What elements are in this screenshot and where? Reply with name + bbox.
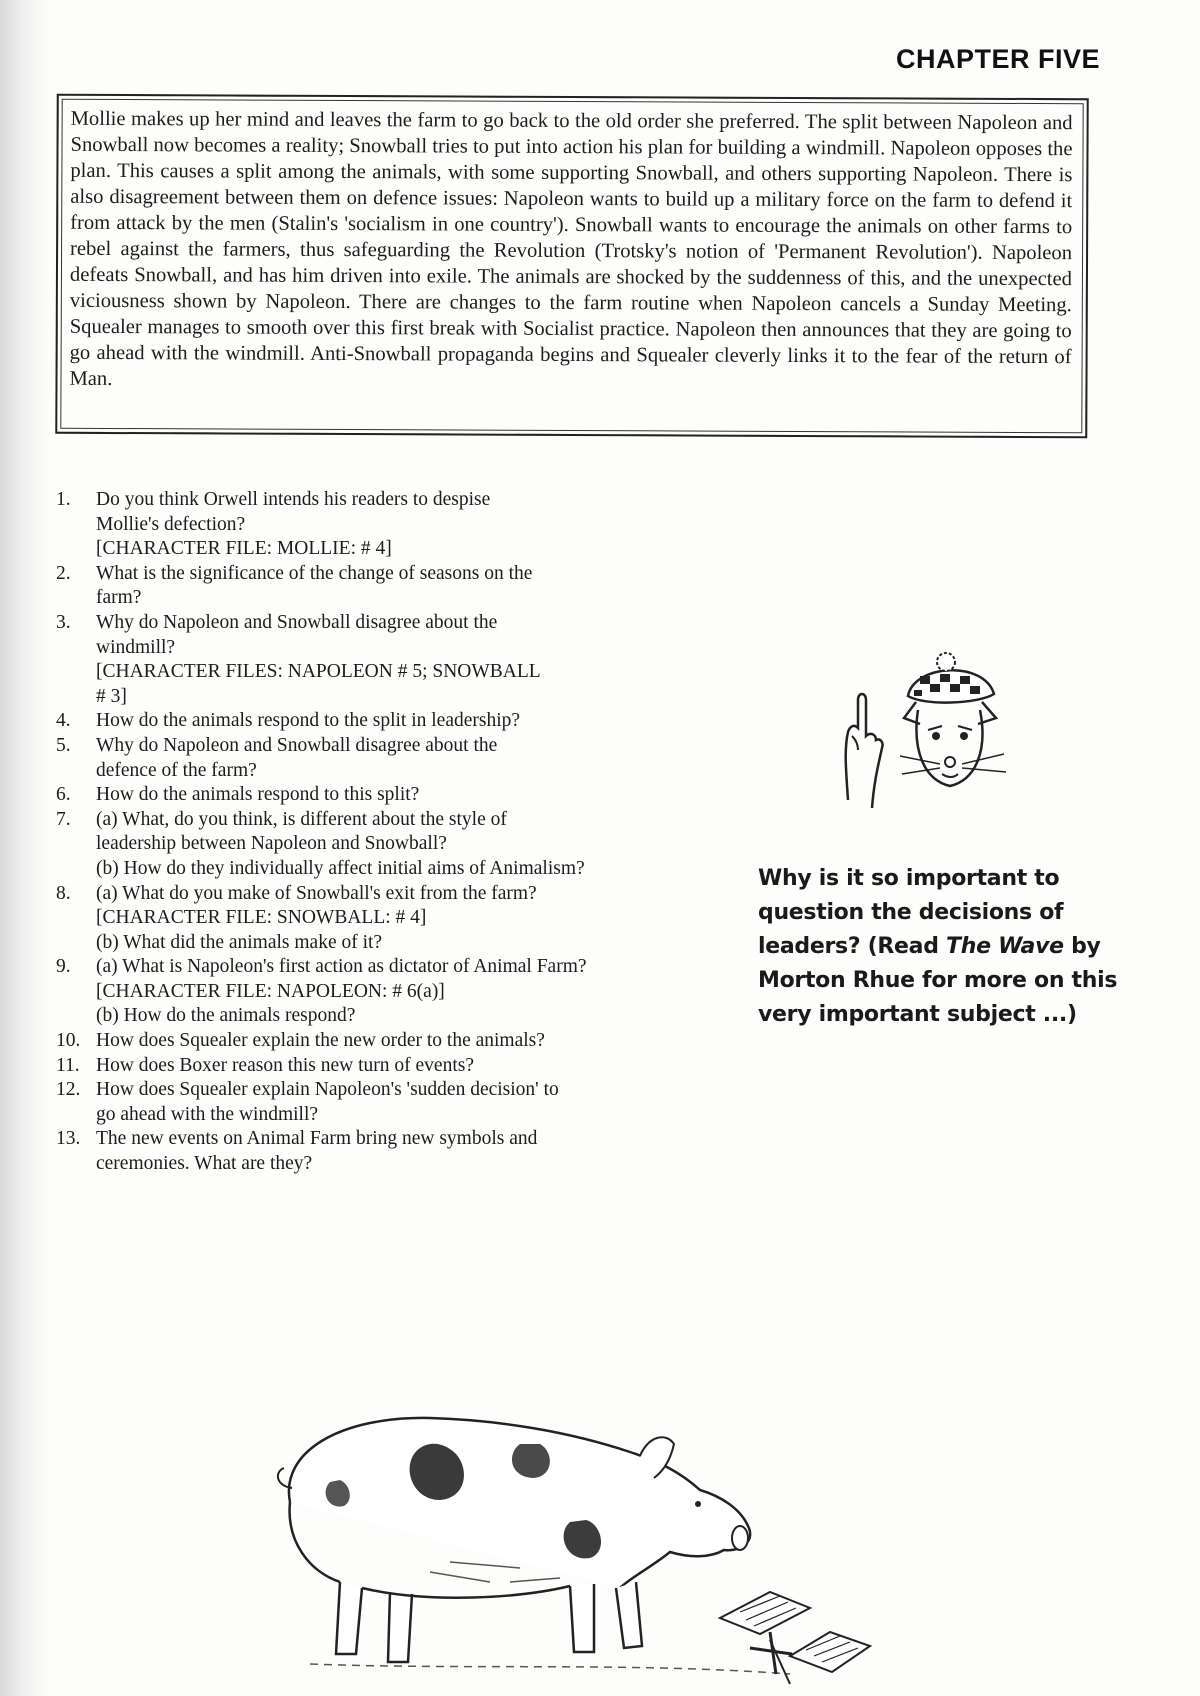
question-line: [CHARACTER FILE: NAPOLEON: # 6(a)]	[96, 980, 445, 1002]
side-note	[758, 862, 1158, 1032]
question-line: How does Squealer explain Napoleon's 'sudden decision' to	[96, 1079, 559, 1101]
question-line: windmill?	[96, 636, 176, 658]
question-text	[96, 611, 688, 709]
question-line: (a) What, do you think, is different about the style of	[96, 808, 507, 830]
question-number: 4.	[56, 710, 71, 732]
question-line: The new events on Animal Farm bring new symbols and	[96, 1128, 538, 1150]
question-item	[48, 955, 688, 1029]
side-note-text-start: Why is it so important to question the decisions of leaders? (Read	[758, 866, 1064, 959]
question-number: 9.	[56, 956, 71, 978]
question-text	[96, 562, 688, 611]
question-line: (b) What did the animals make of it?	[96, 931, 383, 953]
question-line: (a) What do you make of Snowball's exit from the farm?	[96, 882, 537, 904]
question-number: 2.	[56, 562, 71, 584]
question-number: 5.	[56, 734, 71, 756]
question-line: How do the animals respond to the split in leadership?	[96, 710, 521, 732]
side-note-book-title: The Wave	[946, 934, 1064, 959]
question-line: ceremonies. What are they?	[96, 1153, 313, 1175]
question-line: go ahead with the windmill?	[96, 1103, 319, 1125]
question-item	[48, 488, 688, 562]
question-line: defence of the farm?	[96, 759, 257, 781]
question-line: (b) How do the animals respond?	[96, 1005, 356, 1027]
question-number: 8.	[56, 882, 71, 904]
question-item	[48, 882, 688, 956]
chapter-summary-text: Mollie makes up her mind and leaves the farm to go back to the old order she preferred. The split between Napoleon and Snowball now becomes a reality; Snowball tries to put into action his plan for building a windmill. Napoleon opposes the plan. This causes a split among the animals, with some supporting Snowball, and others supporting Napoleon. There is also disagreement between them on defence issues: Napoleon wants to build up a military force on the farm to defend it from attack by the men (Stalin's 'socialism in one country'). Snowball wants to encourage the animals on other farms to rebel against the farmers, thus safeguarding the Revolution (Trotsky's notion of 'Permanent Revolution'). Napoleon defeats Snowball, and has him driven into exile. The animals are shocked by the suddenness of this, and the unexpected viciousness shown by Napoleon. There are changes to the farm routine when Napoleon cancels a Sunday Meeting. Squealer manages to smooth over this first break with Socialist practice. Napoleon then announces that they are going to go ahead with the windmill. Anti-Snowball propaganda begins and Squealer cleverly links it to the fear of the return of Man.	[69, 107, 1073, 390]
question-text	[96, 882, 688, 956]
question-line: [CHARACTER FILE: SNOWBALL: # 4]	[96, 907, 427, 929]
question-list	[48, 488, 688, 1177]
question-text	[96, 1029, 688, 1054]
question-text	[96, 1078, 688, 1127]
question-item	[48, 734, 688, 783]
question-line: farm?	[96, 587, 142, 609]
chapter-summary-box	[55, 94, 1088, 438]
question-line: leadership between Napoleon and Snowball?	[96, 833, 447, 855]
question-text	[96, 783, 688, 808]
cartoon-rat-illustration	[828, 640, 1018, 830]
question-text	[96, 1127, 688, 1176]
question-line: [CHARACTER FILES: NAPOLEON # 5; SNOWBALL	[96, 661, 541, 683]
question-text	[96, 709, 688, 734]
question-item	[48, 1127, 688, 1176]
question-item	[48, 1029, 688, 1054]
question-text	[96, 1054, 688, 1079]
question-text	[96, 734, 688, 783]
question-number: 6.	[56, 784, 71, 806]
question-item	[48, 808, 688, 882]
question-line: Mollie's defection?	[96, 513, 246, 535]
question-line: # 3]	[96, 685, 127, 707]
question-item	[48, 1054, 688, 1079]
side-note-text-end: by Morton Rhue for more on this very important subject ...)	[758, 934, 1118, 1027]
question-item	[48, 562, 688, 611]
question-line: How do the animals respond to this split?	[96, 784, 420, 806]
question-number: 3.	[56, 611, 71, 633]
question-text	[96, 488, 688, 562]
question-line: [CHARACTER FILE: MOLLIE: # 4]	[96, 538, 392, 560]
question-line: Do you think Orwell intends his readers to despise	[96, 489, 491, 510]
question-line: (a) What is Napoleon's first action as dictator of Animal Farm?	[96, 956, 587, 978]
question-line: Why do Napoleon and Snowball disagree about the	[96, 734, 498, 756]
pig-illustration	[270, 1392, 890, 1692]
question-number: 7.	[56, 808, 71, 830]
question-number: 12.	[56, 1079, 81, 1101]
question-line: How does Squealer explain the new order to the animals?	[96, 1030, 545, 1052]
question-line: Why do Napoleon and Snowball disagree about the	[96, 611, 498, 633]
chapter-title: CHAPTER FIVE	[895, 44, 1100, 74]
question-item	[48, 783, 688, 808]
question-number: 1.	[56, 489, 71, 510]
question-line: How does Boxer reason this new turn of events?	[96, 1054, 474, 1076]
question-number: 10.	[56, 1030, 81, 1052]
question-number: 11.	[56, 1054, 80, 1076]
question-text	[96, 955, 688, 1029]
question-line: (b) How do they individually affect initial aims of Animalism?	[96, 857, 585, 879]
scan-shadow-edge	[0, 0, 48, 1696]
question-item	[48, 709, 688, 734]
question-text	[96, 808, 688, 882]
question-item	[48, 611, 688, 709]
question-number: 13.	[56, 1128, 81, 1150]
question-line: What is the significance of the change of seasons on the	[96, 562, 533, 584]
question-item	[48, 1078, 688, 1127]
